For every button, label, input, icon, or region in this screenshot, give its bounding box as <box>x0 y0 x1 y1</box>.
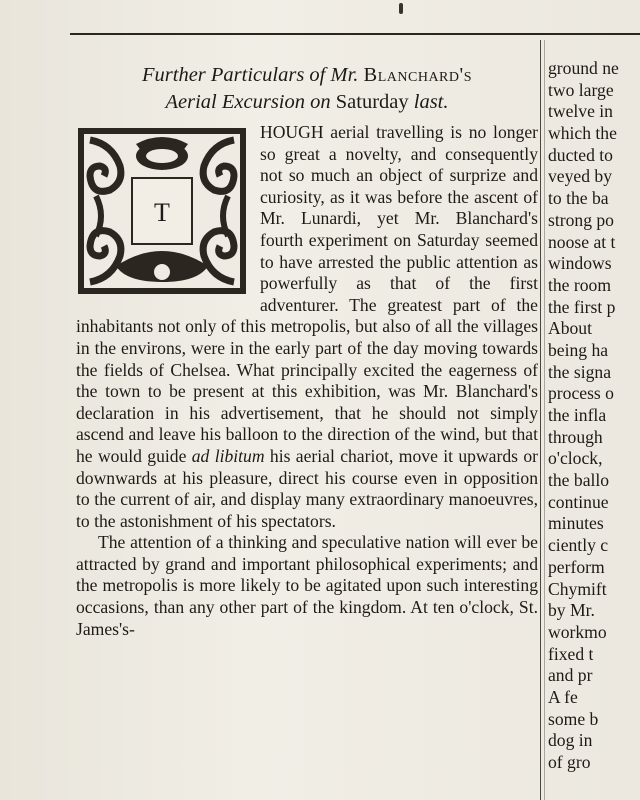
ornamental-drop-cap <box>76 126 248 296</box>
adjacent-line: twelve in <box>548 101 613 122</box>
adjacent-line: the first p <box>548 296 616 317</box>
headline-line-1 <box>76 62 538 89</box>
latin-phrase: ad libitum <box>191 445 265 466</box>
adjacent-column <box>548 58 640 774</box>
article-headline <box>76 62 538 116</box>
column-rule-shadow <box>544 40 545 800</box>
adjacent-line: minutes <box>548 513 604 534</box>
adjacent-line: About <box>548 318 592 339</box>
adjacent-line: of gro <box>548 752 591 772</box>
adjacent-line: A fe <box>548 686 578 707</box>
adjacent-line: the signa <box>548 361 612 382</box>
adjacent-line: noose at t <box>548 231 616 252</box>
adjacent-line: being ha <box>548 339 609 360</box>
paragraph-2: The attention of a thinking and speculative nation will ever be attracted by grand and important philosophical experiments; and the metropolis is more likely to be agitated upon such interesting occasions, than any other part of the kingdom. At ten o'clock, St. James's- <box>76 532 538 639</box>
adjacent-line: Chymift <box>548 578 607 599</box>
adjacent-line: which the <box>548 123 617 144</box>
adjacent-line: some b <box>548 708 599 729</box>
adjacent-line: workmo <box>548 621 607 642</box>
article-body <box>76 122 538 640</box>
adjacent-line: o'clock, <box>548 448 603 469</box>
adjacent-line: continue <box>548 491 609 512</box>
adjacent-line: two large <box>548 79 614 100</box>
adjacent-line: dog in <box>548 730 593 751</box>
adjacent-line: the infla <box>548 405 607 425</box>
adjacent-line: perform <box>548 556 605 577</box>
paragraph-1-tail: his aerial chariot, move it upwards or downwards at his pleasure, direct his course even in opposition to the current of air, and display many extraordinary manoeuvres, to the astonishment of his spectators. <box>76 445 538 531</box>
headline-text-2: Aerial Excursion on <box>165 91 331 113</box>
header-rule <box>70 33 640 35</box>
adjacent-line: ducted to <box>548 144 613 165</box>
adjacent-line: ground ne <box>548 58 619 78</box>
adjacent-line: the room <box>548 274 612 295</box>
column-rule <box>540 40 541 800</box>
ink-mark <box>399 3 403 14</box>
headline-line-2 <box>76 89 538 116</box>
adjacent-line: ciently c <box>548 535 609 556</box>
paragraph-1-lead: HOUGH aerial travelling is no longer so great a novelty, and consequently not so much an object of surprize and curiosity, as it was before the ascent of Mr. Lunardi, yet Mr. Blanchard's fourth experiment on Saturday seemed to have arrested the public attention as powerfully as that of the first adventurer. The greatest part of the inhabitants not only of this metropolis, but also of all the villages in the environs, were in the early part of the day moving towards the fields of Chelsea. What principally excited the eagerness of the town to be present at this exhibition, was Mr. Blanchard's declaration in his advertisement, that he should not simply ascend and leave his balloon to the direction of the wind, but that he would guide <box>76 122 538 466</box>
headline-name: Blanchard's <box>363 64 472 86</box>
headline-last: last. <box>413 91 449 113</box>
adjacent-line: fixed t <box>548 643 594 664</box>
adjacent-line: to the ba <box>548 188 609 209</box>
adjacent-line: strong po <box>548 209 614 230</box>
adjacent-line: and pr <box>548 665 593 686</box>
adjacent-line: process o <box>548 383 614 404</box>
adjacent-line: through <box>548 426 603 447</box>
headline-day: Saturday <box>335 91 409 113</box>
headline-text: Further Particulars of Mr. <box>142 64 359 86</box>
article-column <box>76 62 538 640</box>
drop-cap-ornament-icon <box>76 126 248 296</box>
adjacent-line: by Mr. <box>548 600 595 621</box>
adjacent-line: windows <box>548 253 612 274</box>
adjacent-line: veyed by <box>548 166 613 187</box>
drop-cap-letter: T <box>154 198 170 227</box>
adjacent-line: the ballo <box>548 470 610 491</box>
